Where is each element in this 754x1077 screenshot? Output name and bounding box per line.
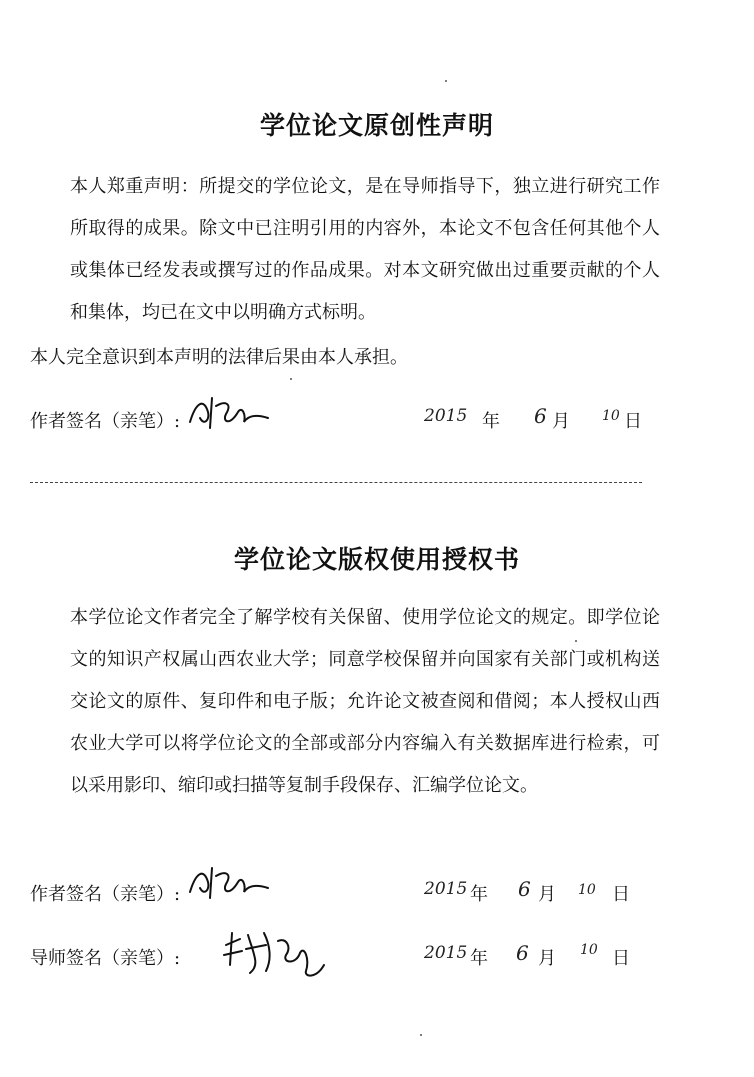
advisor-date-day: 10 bbox=[580, 942, 598, 958]
scan-speck bbox=[575, 640, 577, 642]
declaration-date-day: 10 bbox=[602, 408, 620, 424]
advisor-date-month: 6 bbox=[516, 941, 529, 965]
advisor-signature-label: 导师签名（亲笔）: bbox=[30, 948, 181, 969]
author-date-day-unit: 日 bbox=[612, 884, 630, 905]
author-date-day: 10 bbox=[578, 882, 596, 898]
authorization-title: 学位论文版权使用授权书 bbox=[233, 545, 520, 574]
scan-speck bbox=[290, 378, 292, 380]
advisor-signature bbox=[220, 925, 330, 985]
scan-speck bbox=[420, 1034, 422, 1036]
declaration-final-line: 本人完全意识到本声明的法律后果由本人承担。 bbox=[30, 347, 408, 368]
author-date-month: 6 bbox=[518, 877, 531, 901]
declaration-date-day-unit: 日 bbox=[624, 411, 642, 432]
declaration-date-year: 2015 bbox=[424, 406, 468, 426]
author-signature-1 bbox=[186, 392, 276, 432]
advisor-date-year-unit: 年 bbox=[470, 948, 488, 969]
scan-speck bbox=[445, 80, 447, 82]
advisor-date-year: 2015 bbox=[424, 943, 468, 963]
author-date-year: 2015 bbox=[424, 879, 468, 899]
declaration-title: 学位论文原创性声明 bbox=[259, 111, 494, 140]
advisor-date-month-unit: 月 bbox=[538, 948, 556, 969]
declaration-paragraph bbox=[30, 166, 660, 334]
advisor-date-day-unit: 日 bbox=[612, 948, 630, 969]
declaration-date-month: 6 bbox=[534, 404, 547, 428]
declaration-paragraph-text: 本人郑重声明：所提交的学位论文，是在导师指导下，独立进行研究工作所取得的成果。除文中已注明引用的内容外，本论文不包含任何其他个人或集体已经发表或撰写过的作品成果。对本文研究做出过重要贡献的个人和集体，均已在文中以明确方式标明。 bbox=[70, 176, 660, 323]
declaration-date-month-unit: 月 bbox=[552, 411, 570, 432]
declaration-signature-label: 作者签名（亲笔）: bbox=[30, 411, 181, 432]
authorization-paragraph-text: 本学位论文作者完全了解学校有关保留、使用学位论文的规定。即学位论文的知识产权属山西农业大学；同意学校保留并向国家有关部门或机构送交论文的原件、复印件和电子版；允许论文被查阅和借阅；本人授权山西农业大学可以将学位论文的全部或部分内容编入有关数据库进行检索，可以采用影印、缩印或扫描等复制手段保存、汇编学位论文。 bbox=[70, 607, 660, 796]
author-date-year-unit: 年 bbox=[470, 884, 488, 905]
author-date-month-unit: 月 bbox=[538, 884, 556, 905]
section-divider bbox=[30, 482, 642, 483]
author-signature-label: 作者签名（亲笔）: bbox=[30, 884, 181, 905]
author-signature-2 bbox=[186, 862, 276, 902]
authorization-paragraph bbox=[30, 597, 660, 807]
declaration-date-year-unit: 年 bbox=[482, 411, 500, 432]
